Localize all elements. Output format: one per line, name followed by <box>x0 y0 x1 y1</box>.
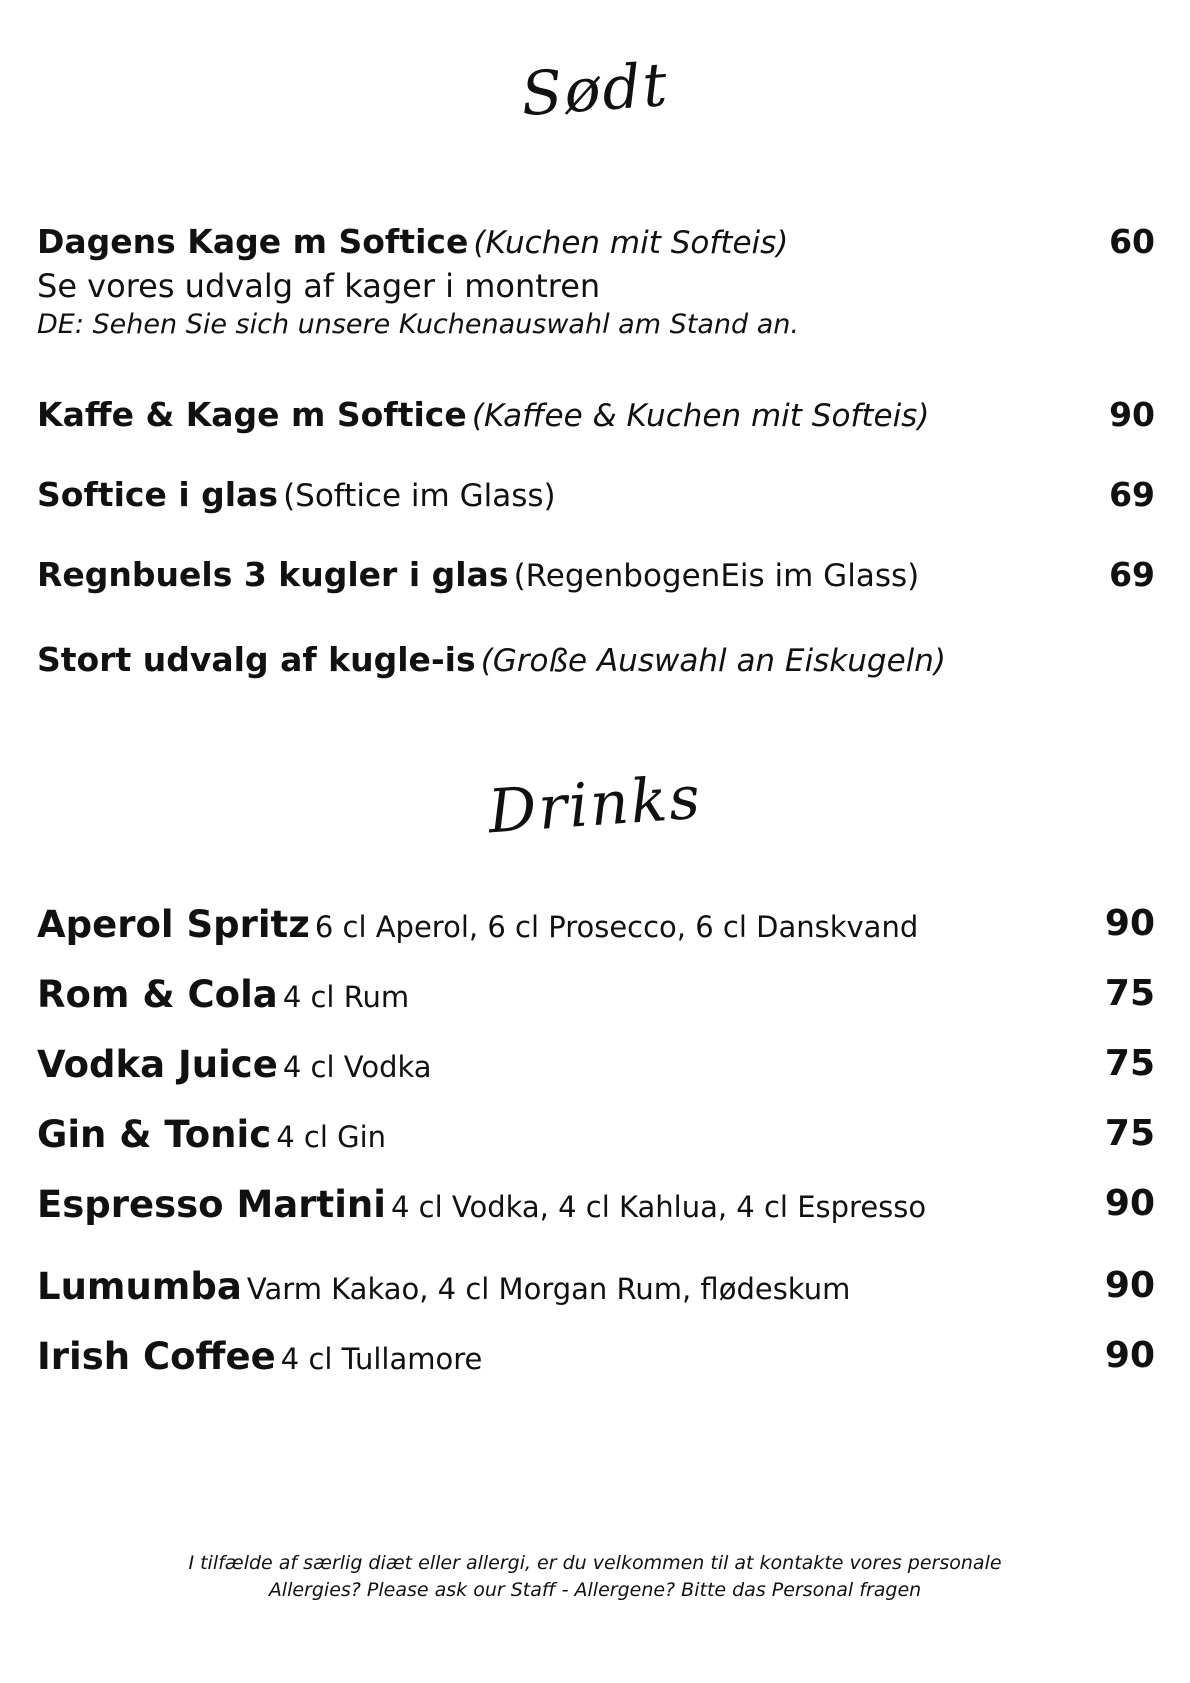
item-name: Espresso Martini <box>37 1183 386 1226</box>
drink-item-espresso-martini <box>37 1183 1155 1226</box>
footer-line-english-german: Allergies? Please ask our Staff - Allergene? Bitte das Personal fragen <box>268 1579 922 1601</box>
item-description: 4 cl Vodka <box>282 1050 432 1084</box>
item-price: 90 <box>1104 1335 1155 1376</box>
drink-item-rom-cola <box>37 973 1155 1016</box>
menu-item-kugle-is <box>37 640 1155 679</box>
item-description: 4 cl Tullamore <box>280 1342 483 1376</box>
item-name: Regnbuels 3 kugler i glas <box>37 555 509 594</box>
menu-item-regnbue-kugler <box>37 555 1155 594</box>
item-name: Lumumba <box>37 1265 242 1308</box>
item-price: 69 <box>1109 475 1155 514</box>
item-description: 6 cl Aperol, 6 cl Prosecco, 6 cl Danskvand <box>314 910 919 944</box>
item-translation: (RegenbogenEis im Glass) <box>513 558 920 594</box>
drink-item-gin-tonic <box>37 1113 1155 1156</box>
drink-item-lumumba <box>37 1265 1155 1308</box>
item-name: Irish Coffee <box>37 1335 276 1378</box>
item-price: 90 <box>1104 1265 1155 1306</box>
drink-item-irish-coffee <box>37 1335 1155 1378</box>
footer-line-danish: I tilfælde af særlig diæt eller allergi, er du velkommen til at kontakte vores personale <box>188 1552 1002 1574</box>
drink-item-vodka-juice <box>37 1043 1155 1086</box>
drink-item-aperol-spritz <box>37 903 1155 946</box>
item-price: 75 <box>1104 1113 1155 1154</box>
item-price: 75 <box>1104 973 1155 1014</box>
item-name: Dagens Kage m Softice <box>37 222 469 261</box>
item-price: 69 <box>1109 555 1155 594</box>
item-translation: (Kuchen mit Softeis) <box>473 225 789 261</box>
menu-item-kaffe-kage <box>37 395 1155 434</box>
item-translation: (Große Auswahl an Eiskugeln) <box>480 643 946 679</box>
item-description: 4 cl Gin <box>276 1120 387 1154</box>
menu-item-dagens-kage <box>37 222 1155 340</box>
item-name: Aperol Spritz <box>37 903 310 946</box>
item-price: 90 <box>1104 1183 1155 1224</box>
item-note: Se vores udvalg af kager i montren <box>37 267 601 305</box>
item-name: Softice i glas <box>37 475 278 514</box>
item-description: 4 cl Vodka, 4 cl Kahlua, 4 cl Espresso <box>391 1190 927 1224</box>
item-name: Rom & Cola <box>37 973 278 1016</box>
item-translation: (Kaffee & Kuchen mit Softeis) <box>471 398 930 434</box>
item-price: 90 <box>1109 395 1155 434</box>
item-note-de: DE: Sehen Sie sich unsere Kuchenauswahl am Stand an. <box>37 309 799 340</box>
item-name: Vodka Juice <box>37 1043 278 1086</box>
item-price: 60 <box>1109 222 1155 261</box>
item-name: Kaffe & Kage m Softice <box>37 395 467 434</box>
item-price: 90 <box>1104 903 1155 944</box>
item-name: Stort udvalg af kugle-is <box>37 640 476 679</box>
item-price: 75 <box>1104 1043 1155 1084</box>
item-description: 4 cl Rum <box>282 980 410 1014</box>
sweets-section-title: Sødt <box>518 49 672 131</box>
item-translation: (Softice im Glass) <box>283 478 556 514</box>
allergy-footer <box>0 1550 1190 1604</box>
menu-item-softice-glas <box>37 475 1155 514</box>
item-name: Gin & Tonic <box>37 1113 272 1156</box>
item-description: Varm Kakao, 4 cl Morgan Rum, flødeskum <box>246 1272 851 1306</box>
drinks-section-title: Drinks <box>485 762 705 848</box>
